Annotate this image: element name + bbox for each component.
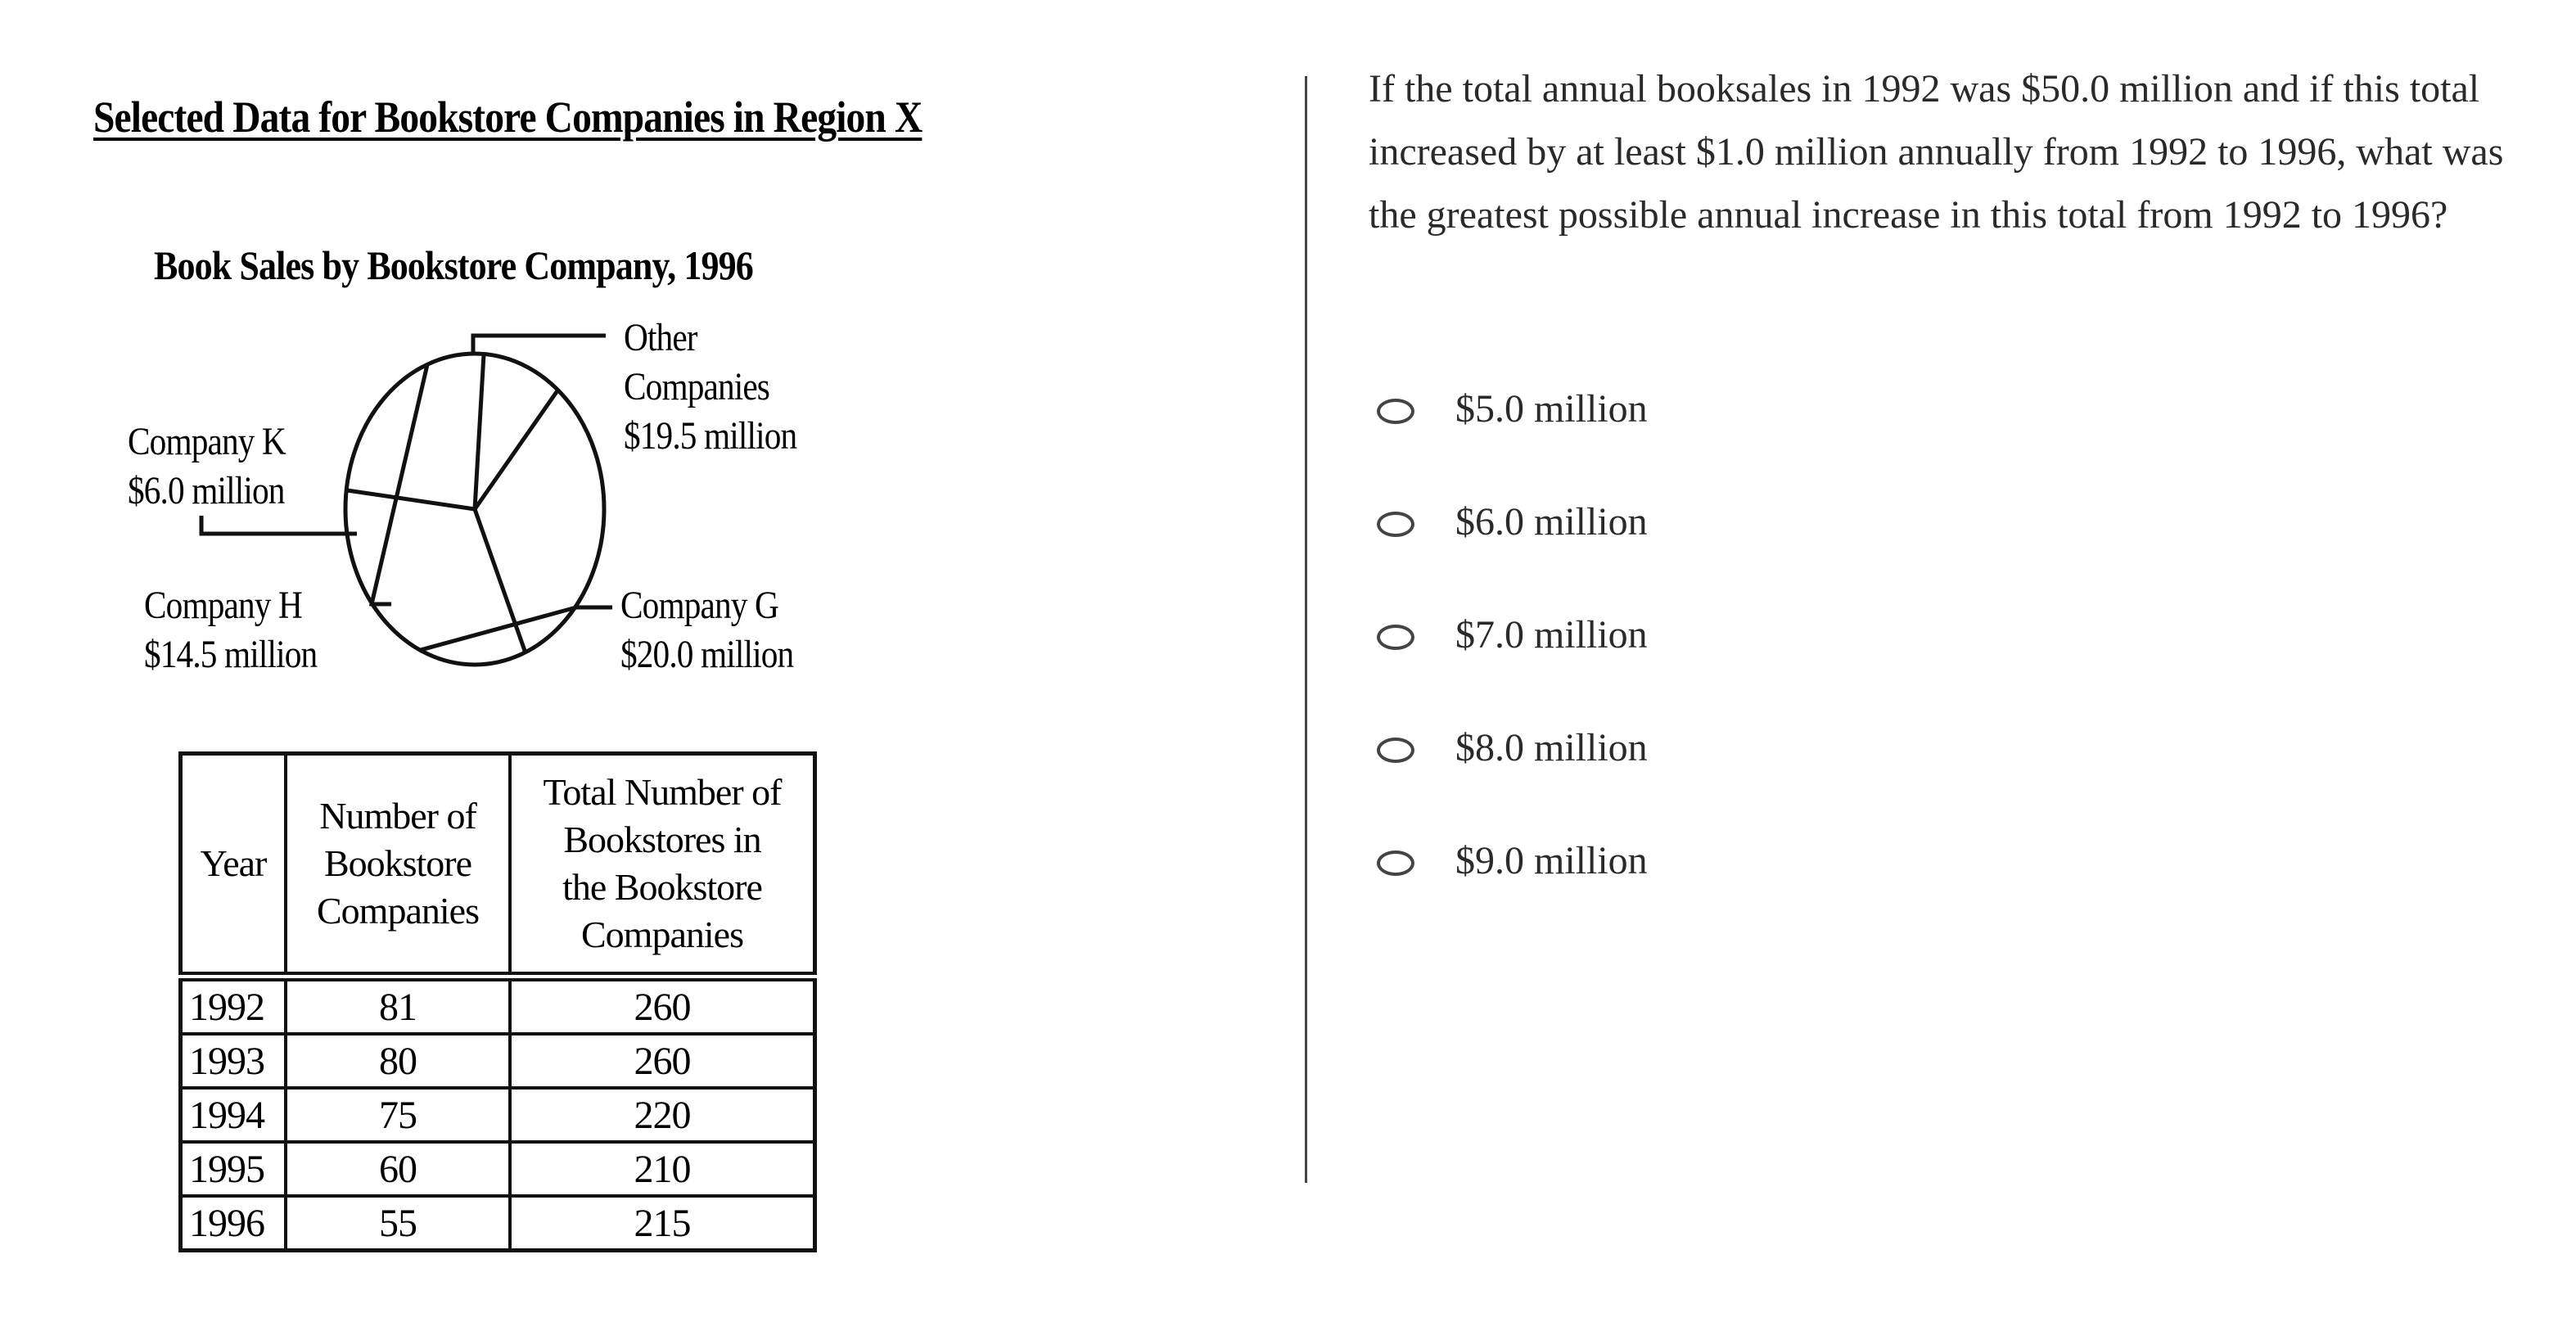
cell-stores: 215 — [510, 1196, 815, 1251]
table-header-row — [181, 754, 815, 977]
slice-company-g-boundary — [475, 509, 526, 652]
answer-option-e[interactable] — [1377, 804, 1648, 917]
cell-stores: 220 — [510, 1088, 815, 1142]
pie-chart-title: Book Sales by Bookstore Company, 1996 — [154, 242, 753, 288]
cell-year: 1994 — [181, 1088, 286, 1142]
cell-year: 1992 — [181, 977, 286, 1034]
pie-label-company-h: Company H $14.5 million — [144, 584, 318, 676]
bookstore-data-table — [178, 751, 817, 1252]
radio-button-icon[interactable] — [1377, 851, 1414, 876]
table-row — [181, 1196, 815, 1251]
radio-button-icon[interactable] — [1377, 738, 1414, 763]
table-row — [181, 1034, 815, 1088]
cell-stores: 260 — [510, 1034, 815, 1088]
cell-companies: 75 — [286, 1088, 510, 1142]
leader-other-companies — [473, 336, 606, 354]
table-row — [181, 977, 815, 1034]
answer-option-label: $8.0 million — [1455, 725, 1648, 769]
answer-option-d[interactable] — [1377, 691, 1648, 804]
answer-option-label: $7.0 million — [1455, 612, 1648, 656]
leader-company-k — [201, 516, 357, 534]
radio-button-icon[interactable] — [1377, 512, 1414, 537]
radio-button-icon[interactable] — [1377, 625, 1414, 650]
answer-option-label: $5.0 million — [1455, 386, 1648, 431]
cell-companies: 60 — [286, 1142, 510, 1196]
answer-option-a[interactable] — [1377, 352, 1648, 465]
slice-company-h-boundary — [346, 490, 475, 509]
header-number-of-companies: Number of Bookstore Companies — [286, 754, 510, 977]
answer-option-b[interactable] — [1377, 465, 1648, 578]
pie-label-other-companies: Other Companies $19.5 million — [624, 316, 797, 458]
cell-year: 1993 — [181, 1034, 286, 1088]
cell-companies: 80 — [286, 1034, 510, 1088]
pie-label-company-g: Company G $20.0 million — [620, 584, 794, 676]
cell-year: 1996 — [181, 1196, 286, 1251]
table-row — [181, 1142, 815, 1196]
header-total-bookstores: Total Number of Bookstores in the Bookstore Companies — [510, 754, 815, 977]
question-stem: If the total annual booksales in 1992 was $50.0 million and if this total increased by at least $1.0 million annually from 1992 to 1996, what was the greatest possible annual increase in this total from 1992 to 1996? — [1369, 67, 2504, 237]
cell-stores: 210 — [510, 1142, 815, 1196]
table-row — [181, 1088, 815, 1142]
radio-button-icon[interactable] — [1377, 399, 1414, 424]
answer-option-label: $9.0 million — [1455, 838, 1648, 882]
answer-options — [1377, 352, 1648, 917]
stimulus-title: Selected Data for Bookstore Companies in Region X — [93, 92, 923, 142]
cell-stores: 260 — [510, 977, 815, 1034]
slice-company-k-boundary — [475, 354, 484, 509]
answer-option-label: $6.0 million — [1455, 499, 1648, 544]
cell-companies: 55 — [286, 1196, 510, 1251]
pane-divider[interactable] — [1305, 76, 1307, 1183]
answer-option-c[interactable] — [1377, 578, 1648, 691]
pie-label-company-k: Company K $6.0 million — [128, 420, 286, 512]
slice-other-companies-boundary — [475, 390, 558, 509]
cell-companies: 81 — [286, 977, 510, 1034]
cell-year: 1995 — [181, 1142, 286, 1196]
header-year: Year — [181, 754, 286, 977]
